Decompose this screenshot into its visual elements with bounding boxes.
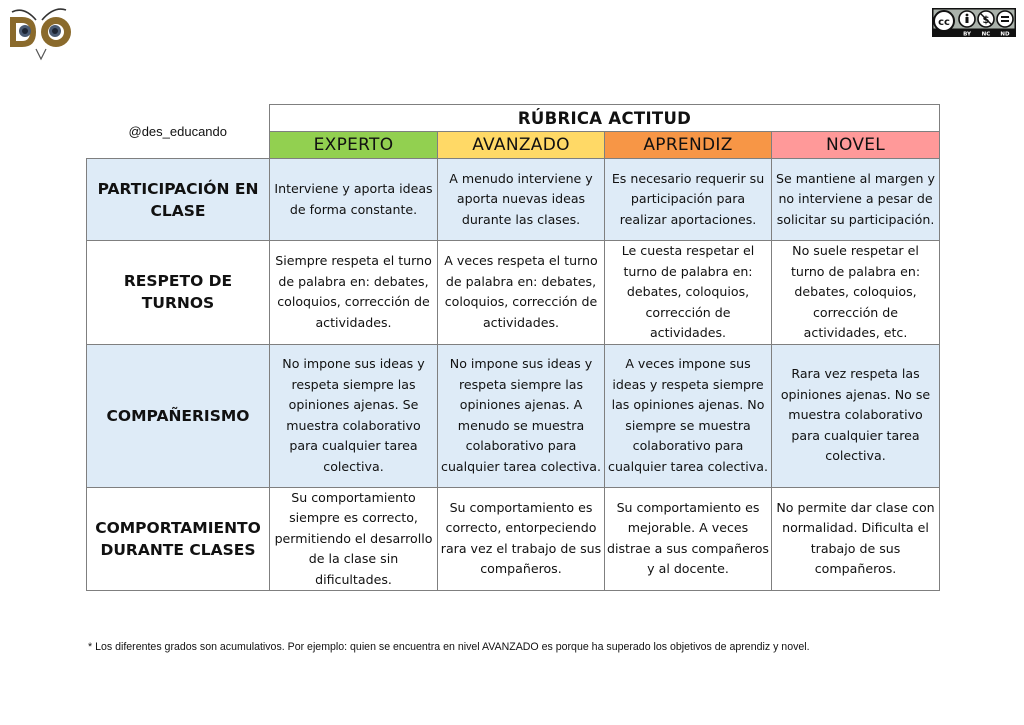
cc-nc-label: NC — [981, 31, 991, 37]
descriptor-cell: Le cuesta respetar el turno de palabra en: debates, coloquios, corrección de actividades. — [605, 241, 772, 345]
descriptor-cell: No permite dar clase con normalidad. Dificulta el trabajo de sus compañeros. — [772, 487, 940, 591]
footnote: * Los diferentes grados son acumulativos. Por ejemplo: quien se encuentra en nivel AVANZADO es porque ha superado los objetivos de aprendiz y novel. — [88, 641, 810, 653]
level-header-aprendiz: APRENDIZ — [605, 132, 772, 159]
descriptor-cell: Su comportamiento siempre es correcto, permitiendo el desarrollo de la clase sin dificultades. — [270, 487, 438, 591]
descriptor-cell: No impone sus ideas y respeta siempre las opiniones ajenas. Se muestra colaborativo para cualquier tarea colectiva. — [270, 344, 438, 487]
criterion-label: COMPAÑERISMO — [87, 344, 270, 487]
criterion-label: PARTICIPACIÓN EN CLASE — [87, 159, 270, 241]
level-header-novel: NOVEL — [772, 132, 940, 159]
level-header-experto: EXPERTO — [270, 132, 438, 159]
descriptor-cell: Su comportamiento es mejorable. A veces distrae a sus compañeros y al docente. — [605, 487, 772, 591]
level-header-avanzado: AVANZADO — [438, 132, 605, 159]
descriptor-cell: Se mantiene al margen y no interviene a pesar de solicitar su participación. — [772, 159, 940, 241]
descriptor-cell: No suele respetar el turno de palabra en: debates, coloquios, corrección de actividades, etc. — [772, 241, 940, 345]
descriptor-cell: Su comportamiento es correcto, entorpeciendo rara vez el trabajo de sus compañeros. — [438, 487, 605, 591]
owl-logo — [6, 4, 72, 62]
svg-text:cc: cc — [938, 17, 950, 28]
descriptor-cell: Es necesario requerir su participación para realizar aportaciones. — [605, 159, 772, 241]
descriptor-cell: A veces impone sus ideas y respeta siempre las opiniones ajenas. No siempre se muestra colaborativo para cualquier tarea colectiva. — [605, 344, 772, 487]
descriptor-cell: A veces respeta el turno de palabra en: debates, coloquios, corrección de actividades. — [438, 241, 605, 345]
author-handle: @des_educando — [87, 105, 270, 159]
rubric-title: RÚBRICA ACTITUD — [270, 105, 940, 132]
descriptor-cell: Siempre respeta el turno de palabra en: debates, coloquios, corrección de actividades. — [270, 241, 438, 345]
cc-by-nc-nd-icon — [932, 8, 1016, 37]
svg-text:$: $ — [982, 15, 990, 26]
descriptor-cell: Rara vez respeta las opiniones ajenas. No se muestra colaborativo para cualquier tarea colectiva. — [772, 344, 940, 487]
rubric-row-companerismo — [87, 344, 940, 487]
rubric-row-participacion — [87, 159, 940, 241]
descriptor-cell: Interviene y aporta ideas de forma constante. — [270, 159, 438, 241]
criterion-label: COMPORTAMIENTO DURANTE CLASES — [87, 487, 270, 591]
rubric-row-comportamiento — [87, 487, 940, 591]
rubric-row-respeto — [87, 241, 940, 345]
descriptor-cell: A menudo interviene y aporta nuevas ideas durante las clases. — [438, 159, 605, 241]
descriptor-cell: No impone sus ideas y respeta siempre las opiniones ajenas. A menudo se muestra colaborativo para cualquier tarea colectiva. — [438, 344, 605, 487]
cc-nd-label: ND — [1000, 31, 1010, 37]
criterion-label: RESPETO DE TURNOS — [87, 241, 270, 345]
cc-by-label: BY — [963, 31, 971, 37]
rubric-table — [86, 104, 940, 591]
